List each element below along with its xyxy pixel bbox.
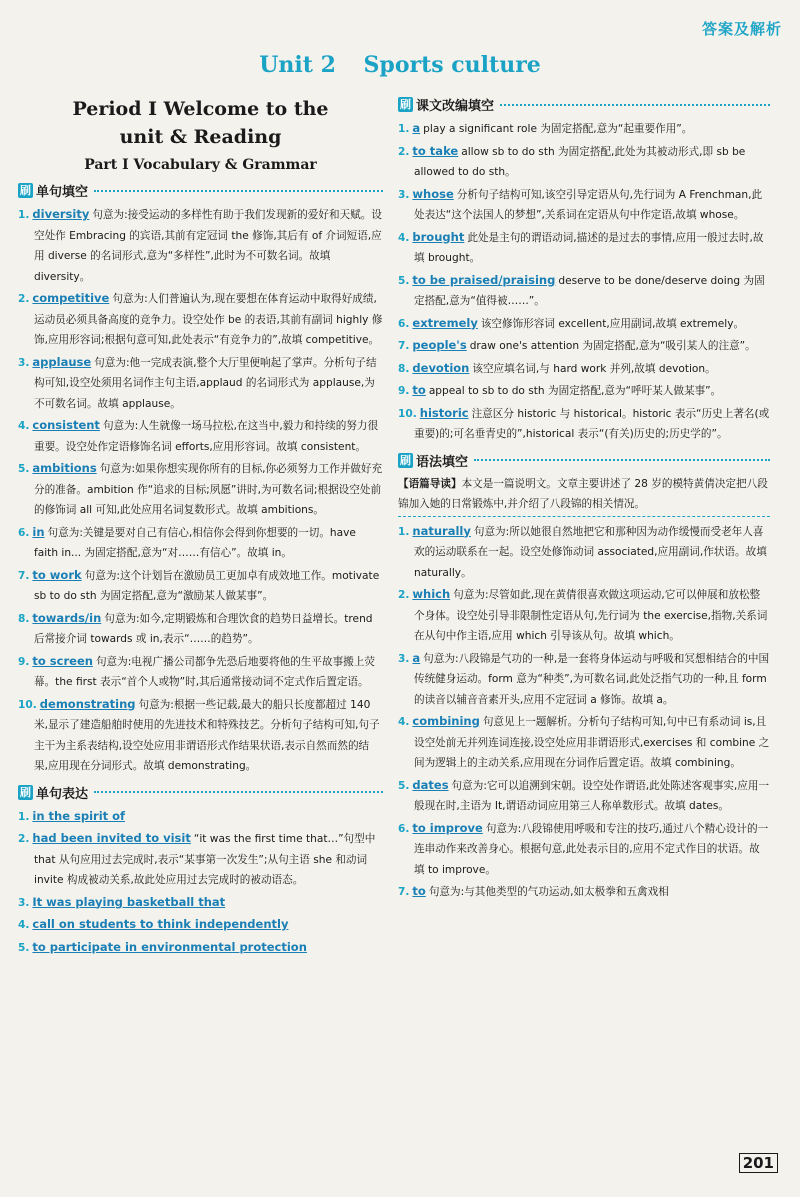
- answer-text: dates: [412, 777, 449, 792]
- answer-text: brought: [412, 229, 465, 244]
- item-number: 1.: [18, 810, 30, 823]
- answer-item: [18, 937, 383, 959]
- item-number: 9.: [18, 655, 30, 668]
- answer-text: in the spirit of: [32, 808, 126, 823]
- answer-item: [398, 270, 770, 312]
- answer-list: [398, 521, 770, 903]
- item-number: 5.: [18, 463, 30, 475]
- section-title: 语法填空: [416, 454, 469, 470]
- period-title-line1: Period Ⅰ Welcome to the: [72, 98, 329, 120]
- intro-label: 【语篇导读】: [398, 477, 462, 490]
- brush-icon: 刷: [400, 98, 411, 111]
- answer-item: [398, 380, 770, 402]
- answer-text: towards/in: [32, 610, 102, 625]
- page-number: 201: [739, 1153, 778, 1173]
- item-number: 7.: [398, 886, 410, 898]
- answer-text: extremely: [412, 315, 478, 330]
- answer-item: [398, 358, 770, 380]
- answer-text: combining: [412, 714, 480, 728]
- explanation-text: 句意为:人们普遍认为,现在要想在体育运动中取得好成绩,运动员必须具备高度的竞争力。设空处作 be 的表语,其前有副词 highly 修饰,应用形容词;根据句意可知,此处表示“有竞争力的”,故填 competitive。: [34, 293, 383, 346]
- explanation-text: 该空修饰形容词 excellent,应用副词,故填 extremely。: [480, 317, 745, 330]
- item-number: 4.: [398, 231, 410, 244]
- item-number: 7.: [18, 569, 30, 582]
- item-number: 1.: [398, 525, 410, 538]
- explanation-text: 句意见上一题解析。分析句子结构可知,句中已有系动词 is,且设空处前无并列连词连接,设空处应用非谓语形式,exercises 和 combine 之间为逻辑上的主动关系,应用现在分词作后置定语。故填 combining。: [414, 716, 770, 769]
- section-heading: [18, 783, 383, 802]
- explanation-text: 句意为:与其他类型的气功运动,如太极拳和五禽戏相: [428, 886, 669, 898]
- explanation-text: 分析句子结构可知,该空引导定语从句,先行词为 A Frenchman,此处表达“这个法国人的梦想”,关系词在定语从句中作定语,故填 whose。: [414, 188, 763, 221]
- explanation-text: deserve to be done/deserve doing 为固定搭配,意为“值得被……”。: [414, 274, 765, 307]
- answer-text: to: [412, 884, 426, 898]
- section-title: 课文改编填空: [416, 99, 495, 114]
- section-title: 单句填空: [36, 185, 89, 200]
- part-title: Part Ⅰ Vocabulary & Grammar: [84, 157, 317, 173]
- answer-text: to be praised/praising: [412, 272, 556, 287]
- brush-icon: 刷: [20, 184, 31, 197]
- corner-tag: 答案及解析: [701, 20, 782, 38]
- answer-text: to work: [32, 567, 82, 582]
- top-bar: [0, 0, 800, 44]
- answer-item: [18, 458, 383, 521]
- answer-list: [18, 204, 383, 777]
- item-number: 5.: [18, 941, 30, 954]
- item-number: 3.: [398, 188, 410, 201]
- unit-label: Unit 2: [259, 52, 336, 78]
- answer-item: [398, 584, 770, 647]
- explanation-text: play a significant role 为固定搭配,意为“起重要作用”。: [423, 123, 693, 135]
- unit-title: [0, 52, 800, 78]
- answer-item: [398, 403, 770, 445]
- passage-intro: [398, 474, 770, 517]
- explanation-text: allow sb to do sth 为固定搭配,此处为其被动形式,即 sb be allowed to do sth。: [414, 145, 746, 178]
- answer-item: [398, 818, 770, 881]
- explanation-text: 句意为:如果你想实现你所有的目标,你必须努力工作并做好充分的准备。ambition 作“追求的目标;夙愿”讲时,为可数名词;根据设空处前的修饰词 all 可知,此处应用名词复数形式。故填 ambitions。: [34, 463, 383, 516]
- answer-item: [398, 335, 770, 357]
- item-number: 5.: [398, 274, 410, 287]
- explanation-text: 句意为:尽管如此,现在黄倩很喜欢做这项运动,它可以伸展和放松整个身体。设空处引导非限制性定语从句,先行词为 the exercise,指物,关系词在从句中作主语,应用 which 引导该从句。故填 which。: [414, 589, 768, 642]
- answer-item: [398, 184, 770, 226]
- answer-text: had been invited to visit: [32, 831, 191, 845]
- explanation-text: 此处是主句的谓语动词,描述的是过去的事情,应用一般过去时,故填 brought。: [414, 231, 764, 264]
- divider: [94, 791, 383, 793]
- explanation-text: 句意为:电视广播公司都争先恐后地要将他的生平故事搬上荧幕。the first 表示“首个人或物”时,其后通常接动词不定式作后置定语。: [34, 655, 375, 688]
- item-number: 1.: [398, 123, 410, 135]
- explanation-text: 句意为:根据一些记载,最大的船只长度都超过 140 米,显示了建造船舶时使用的先进技术和特殊技艺。分析句子结构可知,句子主干为主系表结构,设空处应用非谓语形式作结果状语,表示自然而然的结果,应用现在分词形式。故填 demonstrating。: [34, 698, 380, 772]
- brush-icon: 刷: [20, 785, 31, 799]
- explanation-text: “it was the first time that…”句型中 that 从句应用过去完成时,表示“某事第一次发生”;从句主语 she 和动词 invite 构成被动关系,故此处应用过去完成时的被动语态。: [34, 833, 376, 886]
- item-number: 6.: [398, 822, 410, 835]
- answer-item: [398, 227, 770, 269]
- explanation-text: 句意为:八段锦使用呼吸和专注的技巧,通过八个精心设计的一连串动作来改善身心。根据句意,此处表示目的,应用不定式作目的状语。故填 to improve。: [414, 822, 769, 876]
- unit-name: Sports culture: [363, 52, 541, 78]
- answer-item: [398, 141, 770, 183]
- item-number: 8.: [398, 362, 410, 375]
- divider: [500, 104, 770, 106]
- item-number: 3.: [398, 652, 410, 665]
- answer-text: a: [412, 650, 421, 665]
- explanation-text: 句意为:八段锦是气功的一种,是一套将身体运动与呼吸和冥想相结合的中国传统健身运动。form 意为“种类”,为可数名词,此处泛指气功的一种,且 form 的读音以辅音音素开头,应用不定冠词 a 修饰。故填 a。: [414, 652, 770, 706]
- answer-text: which: [412, 587, 451, 601]
- answer-text: a: [412, 121, 421, 135]
- section-title: 单句表达: [36, 786, 89, 802]
- answer-item: [398, 775, 770, 817]
- answer-text: people's: [412, 338, 467, 352]
- answer-item: [18, 288, 383, 351]
- answer-item: [18, 415, 383, 457]
- item-number: 9.: [398, 385, 410, 397]
- answer-text: ambitions: [32, 461, 97, 475]
- period-title: [18, 95, 383, 151]
- explanation-text: 句意为:他一完成表演,整个大厅里便响起了掌声。分析句子结构可知,设空处须用名词作主句主语,applaud 的名词形式为 applause,为不可数名词。故填 applause。: [34, 356, 377, 410]
- answer-text: It was playing basketball that: [32, 894, 226, 909]
- item-number: 8.: [18, 612, 30, 625]
- item-number: 10.: [398, 407, 417, 420]
- item-number: 2.: [398, 145, 410, 158]
- answer-item: [398, 118, 770, 140]
- answer-text: naturally: [412, 523, 471, 538]
- answer-text: call on students to think independently: [32, 917, 289, 931]
- answer-item: [18, 828, 383, 891]
- explanation-text: 句意为:人生就像一场马拉松,在这当中,毅力和持续的努力很重要。设空处作定语修饰名词 efforts,应用形容词。故填 consistent。: [34, 420, 379, 453]
- answer-item: [398, 313, 770, 335]
- explanation-text: 句意为:接受运动的多样性有助于我们发现新的爱好和天赋。设空处作 Embracing 的宾语,其前有定冠词 the 修饰,其后有 of 介词短语,应用 diverse 的名词形式,意为“多样性”,此时为不可数名词。故填 diversity。: [34, 209, 382, 283]
- item-number: 2.: [18, 833, 30, 845]
- answer-item: [398, 648, 770, 711]
- answer-item: [18, 806, 383, 828]
- section-heading: [398, 95, 770, 114]
- explanation-text: 句意为:它可以追溯到宋朝。设空处作谓语,此处陈述客观事实,应用一般现在时,主语为 It,谓语动词应用第三人称单数形式。故填 dates。: [414, 779, 770, 812]
- section-heading: [398, 451, 770, 470]
- answer-item: [18, 522, 383, 564]
- intro-text: 本文是一篇说明文。文章主要讲述了 28 岁的模特黄倩决定把八段锦加入她的日常锻炼中,并介绍了八段锦的相关情况。: [398, 477, 768, 510]
- explanation-text: 句意为:这个计划旨在激励员工更加卓有成效地工作。motivate sb to do sth 为固定搭配,意为“激励某人做某事”。: [34, 569, 380, 602]
- item-number: 2.: [398, 589, 410, 601]
- answer-text: in: [32, 524, 45, 539]
- answer-text: diversity: [32, 207, 90, 221]
- section-heading: [18, 181, 383, 200]
- answer-list: [398, 118, 770, 445]
- item-number: 2.: [18, 293, 30, 305]
- brush-icon: 刷: [400, 453, 411, 467]
- right-column: [398, 95, 770, 904]
- answer-item: [18, 565, 383, 607]
- answer-item: [398, 881, 770, 903]
- item-number: 3.: [18, 896, 30, 909]
- answer-list: [18, 806, 383, 959]
- item-number: 4.: [398, 716, 410, 728]
- divider: [94, 190, 383, 192]
- item-number: 7.: [398, 340, 410, 352]
- divider: [474, 459, 770, 461]
- explanation-text: 句意为:关键是要对自己有信心,相信你会得到你想要的一切。have faith in... 为固定搭配,意为“对……有信心”。故填 in。: [34, 526, 356, 559]
- answer-item: [18, 204, 383, 287]
- answer-text: to: [412, 383, 426, 397]
- item-number: 6.: [18, 526, 30, 539]
- left-column: [18, 95, 383, 959]
- item-number: 1.: [18, 209, 30, 221]
- answer-text: historic: [419, 405, 469, 420]
- explanation-text: 该空应填名词,与 hard work 并列,故填 devotion。: [472, 362, 716, 375]
- answer-text: to participate in environmental protection: [32, 939, 307, 954]
- answer-text: devotion: [412, 360, 470, 375]
- answer-item: [18, 694, 383, 777]
- explanation-text: appeal to sb to do sth 为固定搭配,意为“呼吁某人做某事”。: [428, 385, 722, 397]
- answer-item: [398, 521, 770, 584]
- answer-text: applause: [32, 354, 92, 369]
- answer-text: to screen: [32, 653, 93, 668]
- item-number: 4.: [18, 919, 30, 931]
- answer-text: to take: [412, 143, 459, 158]
- explanation-text: draw one's attention 为固定搭配,意为“吸引某人的注意”。: [469, 340, 756, 352]
- answer-item: [18, 352, 383, 415]
- item-number: 3.: [18, 356, 30, 369]
- item-number: 6.: [398, 317, 410, 330]
- period-title-line2: unit & Reading: [119, 126, 282, 148]
- item-number: 5.: [398, 779, 410, 792]
- answer-text: demonstrating: [39, 696, 136, 711]
- answer-text: whose: [412, 186, 454, 201]
- answer-text: consistent: [32, 418, 100, 432]
- answer-item: [18, 608, 383, 650]
- item-number: 4.: [18, 420, 30, 432]
- answer-item: [398, 711, 770, 774]
- answer-item: [18, 651, 383, 693]
- explanation-text: 句意为:如今,定期锻炼和合理饮食的趋势日益增长。trend 后常接介词 towards 或 in,表示“……的趋势”。: [34, 612, 373, 645]
- answer-text: competitive: [32, 291, 110, 305]
- answer-item: [18, 914, 383, 936]
- item-number: 10.: [18, 698, 37, 711]
- answer-text: to improve: [412, 820, 483, 835]
- explanation-text: 句意为:所以她很自然地把它和那种因为动作缓慢而受老年人喜欢的运动联系在一起。设空处修饰动词 associated,应用副词,作状语。故填 naturally。: [414, 525, 767, 579]
- explanation-text: 注意区分 historic 与 historical。historic 表示“历史上著名(或重要)的;可名垂青史的”,historical 表示“(有关)历史的;历史学的”。: [414, 407, 770, 440]
- answer-item: [18, 892, 383, 914]
